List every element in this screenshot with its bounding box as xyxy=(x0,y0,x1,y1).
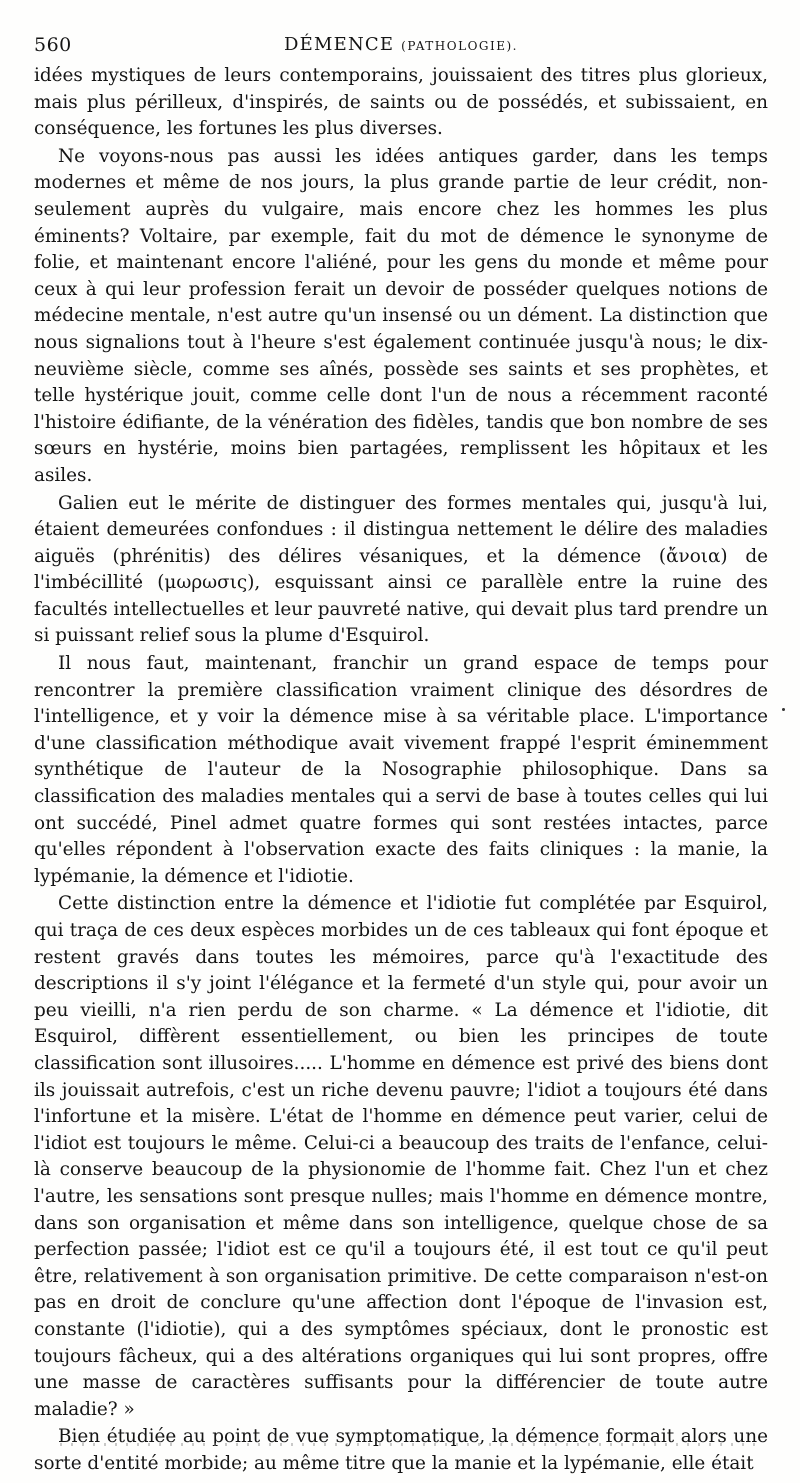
paragraph-galien: Galien eut le mérite de distinguer des formes mentales qui, jusqu'à lui, étaient demeurées confondues : il distingua nettement le délire des maladies aiguës (phrénitis) des délires vésaniques, et la démence (ἄνοια) de l'imbécillité (μωρωσις), esquissant ainsi ce parallèle entre la ruine des facultés intellectuelles et leur pauvreté native, qui devait plus tard prendre un si puissant relief sous la plume d'Esquirol. xyxy=(34,492,768,647)
paragraph-symptomatique: Bien étudiée au point de vue symptomatique, la démence formait alors une sorte d'entité morbide; au même titre que la manie et la lypémanie, elle était xyxy=(34,1426,768,1474)
scan-noise-line xyxy=(60,1443,760,1446)
paragraph-continued: idées mystiques de leurs contemporains, jouissaient des titres plus glorieux, mais plus périlleux, d'inspirés, de saints ou de possédés, et subissaient, en conséquence, les fortunes les plus diverses. xyxy=(34,65,768,140)
page-header xyxy=(34,34,768,64)
running-head xyxy=(34,34,768,55)
running-head-title: DÉMENCE xyxy=(284,34,395,55)
body-text xyxy=(34,63,768,1477)
paragraph-esquirol: Cette distinction entre la démence et l'idiotie fut complétée par Esquirol, qui traça de ces deux espèces morbides un de ces tableaux qui font époque et restent gravés dans toutes les mémoires, parce qu'à l'exactitude des descriptions il s'y joint l'élégance et la fermeté d'un style qui, pour avoir un peu vieilli, n'a rien perdu de son charme. « La démence et l'idiotie, dit Esquirol, diffèrent essentiellement, ou bien les principes de toute classification sont illusoires..... L'homme en démence est privé des biens dont ils jouissait autrefois, c'est un riche devenu pauvre; l'idiot a toujours été dans l'infortune et la misère. L'état de l'homme en démence peut varier, celui de l'idiot est toujours le même. Celui-ci a beaucoup des traits de l'enfance, celui-là conserve beaucoup de la physionomie de l'homme fait. Chez l'un et chez l'autre, les sensations sont presque nulles; mais l'homme en démence montre, dans son organisation et même dans son intelligence, quelque chose de sa perfection passée; l'idiot est ce qu'il a toujours été, il est tout ce qu'il peut être, relativement à son organisation primitive. De cette comparaison n'est-on pas en droit de conclure qu'une affection dont l'époque de l'invasion est, constante (l'idiotie), qui a des symptômes spéciaux, dont le pronostic est toujours fâcheux, qui a des altérations organiques qui lui sont propres, offre une masse de caractères suffisants pour la différencier de toute autre maladie? » xyxy=(34,893,768,1420)
paragraph-voltaire: Ne voyons-nous pas aussi les idées antiques garder, dans les temps modernes et même de nos jours, la plus grande partie de leur crédit, non-seulement auprès du vulgaire, mais encore chez les hommes les plus éminents? Voltaire, par exemple, fait du mot de démence le synonyme de folie, et maintenant encore l'aliéné, pour les gens du monde et même pour ceux à qui leur profession ferait un devoir de posséder quelques notions de médecine mentale, n'est autre qu'un insensé ou un dément. La distinction que nous signalions tout à l'heure s'est également continuée jusqu'à nous; le dix-neuvième siècle, comme ses aînés, possède ses saints et ses prophètes, et telle hystérique jouit, comme celle dont l'un de nous a récemment raconté l'histoire édifiante, de la vénération des fidèles, tandis que bon nombre de ses sœurs en hystérie, moins bien partagées, remplissent les hôpitaux et les asiles. xyxy=(34,145,768,486)
running-head-subtitle: (PATHOLOGIE). xyxy=(401,39,518,53)
margin-speck xyxy=(782,708,785,711)
paragraph-pinel: Il nous faut, maintenant, franchir un grand espace de temps pour rencontrer la première classification vraiment clinique des désordres de l'intelligence, et y voir la démence mise à sa véritable place. L'importance d'une classification méthodique avait vivement frappé l'esprit éminemment synthétique de l'auteur de la Nosographie philosophique. Dans sa classification des maladies mentales qui a servi de base à toutes celles qui lui ont succédé, Pinel admet quatre formes qui sont restées intactes, parce qu'elles répondent à l'observation exacte des faits cliniques : la manie, la lypémanie, la démence et l'idiotie. xyxy=(34,653,768,887)
page-number: 560 xyxy=(34,34,72,56)
